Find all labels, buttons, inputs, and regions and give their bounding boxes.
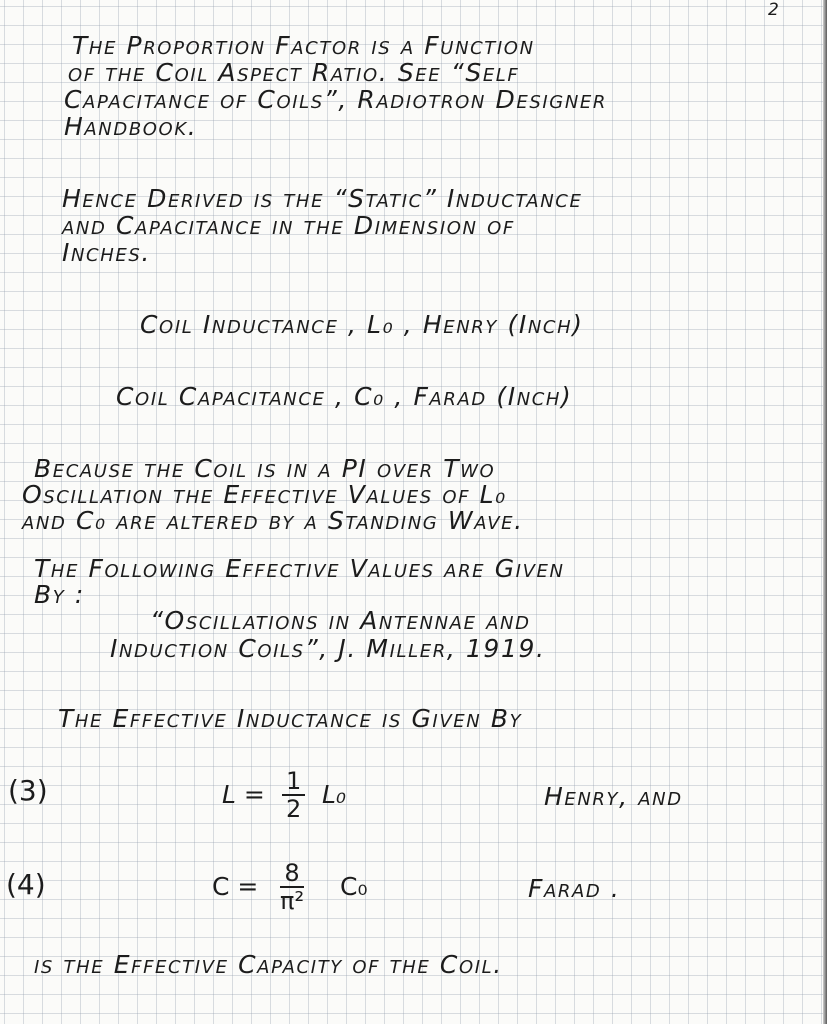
citation-line-2: Induction Coils”, J. Miller, 1919.: [110, 634, 546, 663]
coil-capacitance-definition: Coil Capacitance , C₀ , Farad (Inch): [116, 382, 573, 411]
pi-line-2: Oscillation the Effective Values of L₀: [22, 480, 507, 509]
equation-3-numerator: 1: [282, 768, 305, 796]
equation-4-lhs: C =: [212, 872, 259, 901]
proportion-line-1: The Proportion Factor is a Function: [72, 31, 535, 60]
equation-4-denominator: π²: [280, 887, 305, 915]
proportion-line-2: of the Coil Aspect Ratio. See “Self: [68, 58, 520, 87]
equation-3-lhs: L =: [222, 780, 265, 809]
proportion-line-3: Capacitance of Coils”, Radiotron Designer: [64, 85, 607, 114]
pi-line-1: Because the Coil is in a PI over Two: [34, 454, 496, 483]
equation-3-fraction: [282, 768, 305, 822]
equation-4-rhs: C₀: [340, 872, 368, 901]
effective-intro: The Effective Inductance is Given By: [58, 704, 523, 733]
static-line-1: Hence Derived is the “Static” Inductance: [62, 184, 583, 213]
equation-4-numerator: 8: [280, 860, 304, 888]
equation-4-fraction: [280, 860, 304, 914]
pi-line-3: and C₀ are altered by a Standing Wave.: [22, 506, 524, 535]
equation-4-number: (4): [6, 868, 46, 901]
proportion-line-4: Handbook.: [64, 112, 198, 141]
equation-4-unit: Farad .: [528, 874, 621, 903]
equation-3-number: (3): [8, 774, 48, 807]
closing-line: is the Effective Capacity of the Coil.: [34, 950, 503, 979]
static-line-2: and Capacitance in the Dimension of: [62, 211, 515, 240]
equation-3-rhs: L₀: [322, 780, 346, 809]
following-line-2: By :: [34, 580, 85, 609]
citation-line-1: “Oscillations in Antennae and: [150, 606, 531, 635]
coil-inductance-definition: Coil Inductance , L₀ , Henry (Inch): [140, 310, 584, 339]
equation-3-denominator: 2: [286, 795, 302, 823]
page-edge-shadow: [823, 0, 827, 1024]
static-line-3: Inches.: [62, 238, 151, 267]
page-number: 2: [768, 0, 779, 20]
following-line-1: The Following Effective Values are Given: [34, 554, 565, 583]
equation-3-unit: Henry, and: [544, 782, 683, 811]
